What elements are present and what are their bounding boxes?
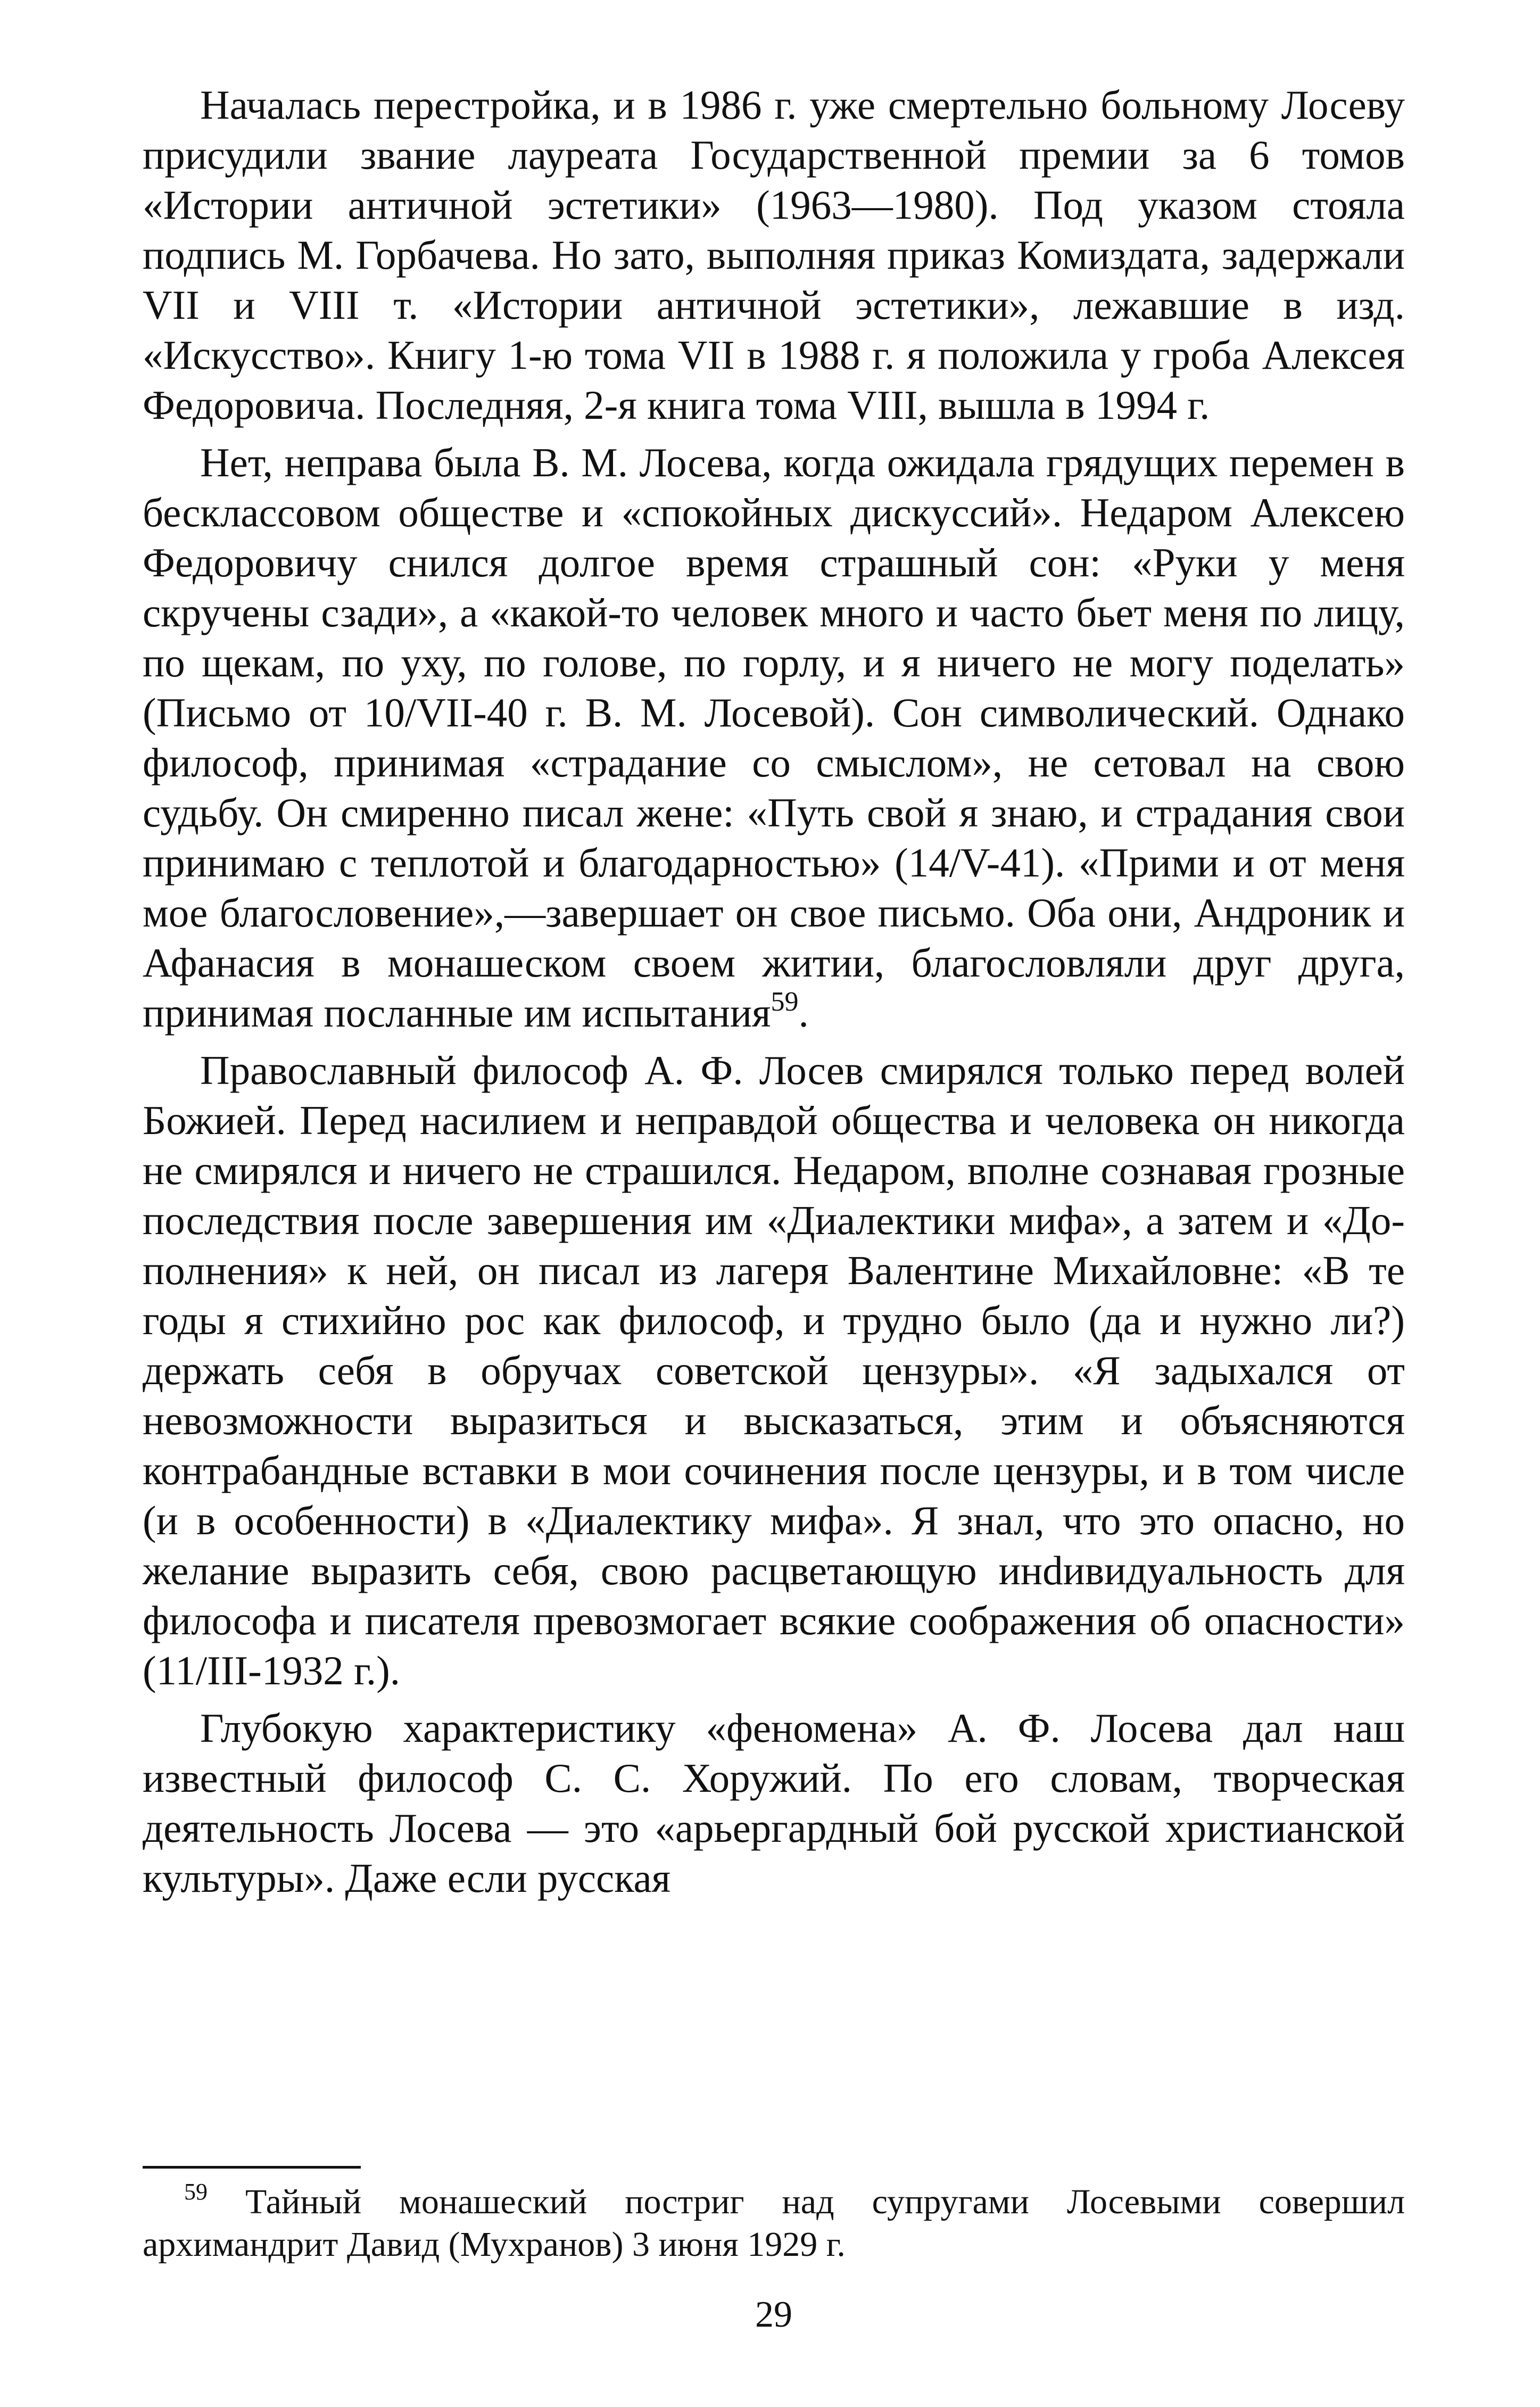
footnote-text: Тайный монашеский постриг над супругами Лосевыми совершил архимандрит Давид (Мухранов) 3 июня 1929 г. <box>143 2182 1405 2264</box>
paragraph-2-end: . <box>798 990 809 1036</box>
paragraph-1: Началась перестройка, и в 1986 г. уже смертельно больному Лосеву присудили звание лауреата Государственной премии за 6 томов «Истории античной эстетики» (1963—1980). Под указом стояла подпись М. Горбачева. Но зато, выполняя приказ Комиздата, задержали VII и VIII т. «Истории античной эстетики», лежавшие в изд. «Искусство». Книгу 1-ю тома VII в 1988 г. я положила у гроба Алексея Федоровича. Последняя, 2-я книга тома VIII, вышла в 1994 г. <box>143 82 1405 428</box>
footnote-separator <box>143 2166 361 2169</box>
footnote-reference: 59 <box>771 987 799 1017</box>
paragraph-4: Глубокую характеристику «феномена» А. Ф. Лосева дал наш известный философ С. С. Хоружий. По его словам, творческая деятельность Лосева — это «арьергардный бой русской христианской культуры». Даже если русская <box>143 1705 1405 1901</box>
main-text <box>143 80 1405 1903</box>
paragraph-2-text: Нет, неправа была В. М. Лосева, когда ожидала грядущих перемен в бесклассовом обществе и «спокойных дискуссий». Недаром Алексею Федоровичу снился долгое время страшный сон: «Руки у меня скручены сзади», а «какой-то человек много и часто бьет меня по лицу, по щекам, по уху, по голове, по горлу, и я ничего не могу поделать» (Письмо от 10/VII-40 г. В. М. Лосевой). Сон символический. Однако философ, принимая «страдание со смыслом», не сетовал на свою судьбу. Он смиренно писал жене: «Путь свой я знаю, и страдания свои принимаю с теплотой и благодарностью» (14/V-41). «Прими и от меня мое благословение»,—завершает он свое письмо. Оба они, Андроник и Афанасия в монашеском своем житии, благословляли друг друга, принимая посланные им испытания <box>143 440 1405 1036</box>
paragraph-2 <box>143 437 1405 1038</box>
footnote <box>143 2181 1405 2266</box>
page-number: 29 <box>755 2294 792 2335</box>
footnote-number: 59 <box>184 2179 208 2205</box>
book-page <box>143 80 1405 2358</box>
paragraph-3: Православный философ А. Ф. Лосев смирялся только перед волей Божией. Перед насилием и неправдой общества и человека он никогда не смирялся и ничего не страшился. Недаром, вполне сознавая грозные последствия после завершения им «Диалектики мифа», а затем и «Дополнения» к ней, он писал из лагеря Валентине Михайловне: «В те годы я стихийно рос как философ, и трудно было (да и нужно ли?) держать себя в обручах советской цензуры». «Я задыхался от невозможности выразиться и высказаться, этим и объясняются контрабандные вставки в мои сочинения после цензуры, и в том числе (и в особенности) в «Диалектику мифа». Я знал, что это опасно, но желание выразить себя, свою расцветающую инdивидуальность для философа и писателя превозмогает всякие соображения об опасности» (11/III-1932 г.). <box>143 1047 1405 1693</box>
